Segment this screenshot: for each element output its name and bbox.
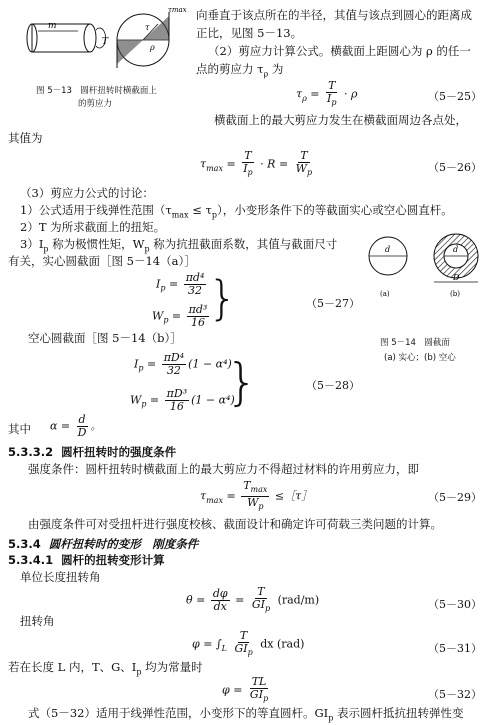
- equation-5-28a: $I_p$ = $\frac{\text{πD⁴}}{32}$ (1 − α⁴): [134, 351, 232, 377]
- eq-number-5-30: （5－30）: [428, 598, 482, 611]
- section-5-3-3-2: 5.3.3.2 圆杆扭转时的强度条件: [8, 445, 177, 459]
- eq-number-5-31: （5－31）: [428, 642, 482, 655]
- equation-5-26: $\tau_{max}$ = $\frac{T}{I_p}$ · R = $\frac{T}{W_p}$: [200, 149, 313, 178]
- eq-number-5-28: （5－28）: [306, 379, 360, 392]
- shaft-body: [32, 24, 90, 52]
- discussion-item-1: 1）公式适用于线弹性范围$(\tau_{max} \le \tau_p)$，小变形条件下的等截面实心或空心圆直杆。: [20, 203, 453, 220]
- para2-line2: 其值为: [8, 131, 43, 145]
- eq-number-5-32: （5－32）: [428, 688, 482, 701]
- equation-5-32: φ = $\frac{TL}{GI_p}$: [222, 675, 269, 704]
- where-label: 其中: [8, 422, 31, 436]
- fig14-d-b: d: [453, 245, 459, 254]
- eq-number-5-29: （5－29）: [428, 491, 482, 504]
- fig13-caption-2: 的剪应力: [78, 99, 113, 109]
- strength-condition-text: 强度条件：圆杆扭转时横截面上的最大剪应力不得超过材料的许用剪应力，即: [28, 462, 419, 476]
- para-top-line1: 向垂直于该点所在的半径，其值与该点到圆心的距离成: [196, 8, 472, 22]
- fig14-d-a: d: [385, 245, 391, 254]
- discussion-item-2: 2）T 为所求截面上的扭矩。: [20, 220, 166, 234]
- section-5-3-4-1: 5.3.4.1 圆杆的扭转变形计算: [8, 553, 165, 567]
- eq-number-5-25: （5－25）: [428, 90, 482, 103]
- para-top-line4: 点的剪应力 $\tau_\rho$ 为: [196, 62, 284, 79]
- brace-5-28: }: [226, 353, 258, 411]
- label-m: m: [48, 21, 57, 31]
- alpha-definition: α = $\frac{d}{D}$ 。: [50, 413, 102, 439]
- equation-5-29: $\tau_{max}$ = $\frac{T_{max}}{W_p}$ ≤［τ］: [200, 479, 313, 512]
- label-T: T: [102, 37, 109, 47]
- strength-application-text: 由强度条件可对受扭杆进行强度校核、截面设计和确定许可荷载三类问题的计算。: [28, 517, 442, 531]
- equation-5-31: $\varphi = \int_L$ $\frac{T}{GI_p}$ dx (rad): [192, 629, 305, 658]
- shaft-right-end: [84, 24, 96, 52]
- para-top-line3: （2）剪应力计算公式。横截面上距圆心为 ρ 的任一: [208, 44, 471, 58]
- para-top-line2: 正比，见图 5－13。: [196, 26, 303, 40]
- label-tau: τ: [145, 23, 150, 32]
- fig14-a-label: (a): [380, 290, 390, 298]
- label-rho: ρ: [150, 43, 155, 52]
- stress-distribution-lower: [117, 40, 143, 64]
- unit-angle-label: 单位长度扭转角: [20, 570, 101, 584]
- eq-number-5-27: （5－27）: [306, 297, 360, 310]
- fig13-caption-1: 图 5－13 圆杆扭转时横截面上: [36, 86, 157, 96]
- fig14-caption-1: 图 5－14 圆截面: [380, 338, 450, 348]
- twist-angle-label: 扭转角: [20, 614, 55, 628]
- figure-5-13: [18, 4, 188, 82]
- hollow-intro: 空心圆截面［图 5－14（b）］: [28, 331, 182, 345]
- section-5-3-4: 5.3.4 圆杆扭转时的变形 刚度条件: [8, 537, 199, 551]
- discussion-item-3-cont: 有关，实心圆截面［图 5－14（a）］: [8, 254, 196, 268]
- equation-5-27b: $W_p$ = $\frac{\text{πd³}}{16}$: [152, 303, 208, 329]
- discussion-heading: （3）剪应力公式的讨论：: [20, 186, 154, 200]
- equation-5-28b: $W_p$ = $\frac{\text{πD³}}{16}$ (1 − α⁴): [130, 387, 235, 413]
- equation-5-27a: $I_p$ = $\frac{\text{πd⁴}}{32}$: [156, 271, 205, 297]
- discussion-item-3: $3)I_p$ 称为极惯性矩，$W_p$ 称为抗扭截面系数，其值与截面尺寸: [20, 237, 338, 254]
- eq-number-5-26: （5－26）: [428, 161, 482, 174]
- label-tau-max: τmax: [168, 6, 187, 14]
- last-line: 式（5－32）适用于线弹性范围，小变形下的等直圆杆。$GI_p$ 表示圆杆抵抗扭转弹性变: [28, 706, 464, 723]
- constant-condition-text: 若在长度 L 内，T、G、$I_p$ 均为常量时: [8, 660, 203, 677]
- fig14-b-label: (b): [450, 290, 460, 298]
- figure-5-14: [366, 232, 494, 302]
- fig14-D: D: [453, 273, 460, 282]
- brace-5-27: }: [208, 271, 238, 325]
- para2-line1: 横截面上的最大剪应力发生在横截面周边各点处，: [214, 113, 467, 127]
- equation-5-30: θ = $\frac{d\varphi}{dx}$ = $\frac{T}{GI_p}$ (rad/m): [186, 585, 320, 614]
- equation-5-25: $\tau_\rho$ = $\frac{T}{I_p}$ · ρ: [296, 79, 358, 108]
- fig14-caption-2: (a) 实心；(b) 空心: [384, 353, 456, 363]
